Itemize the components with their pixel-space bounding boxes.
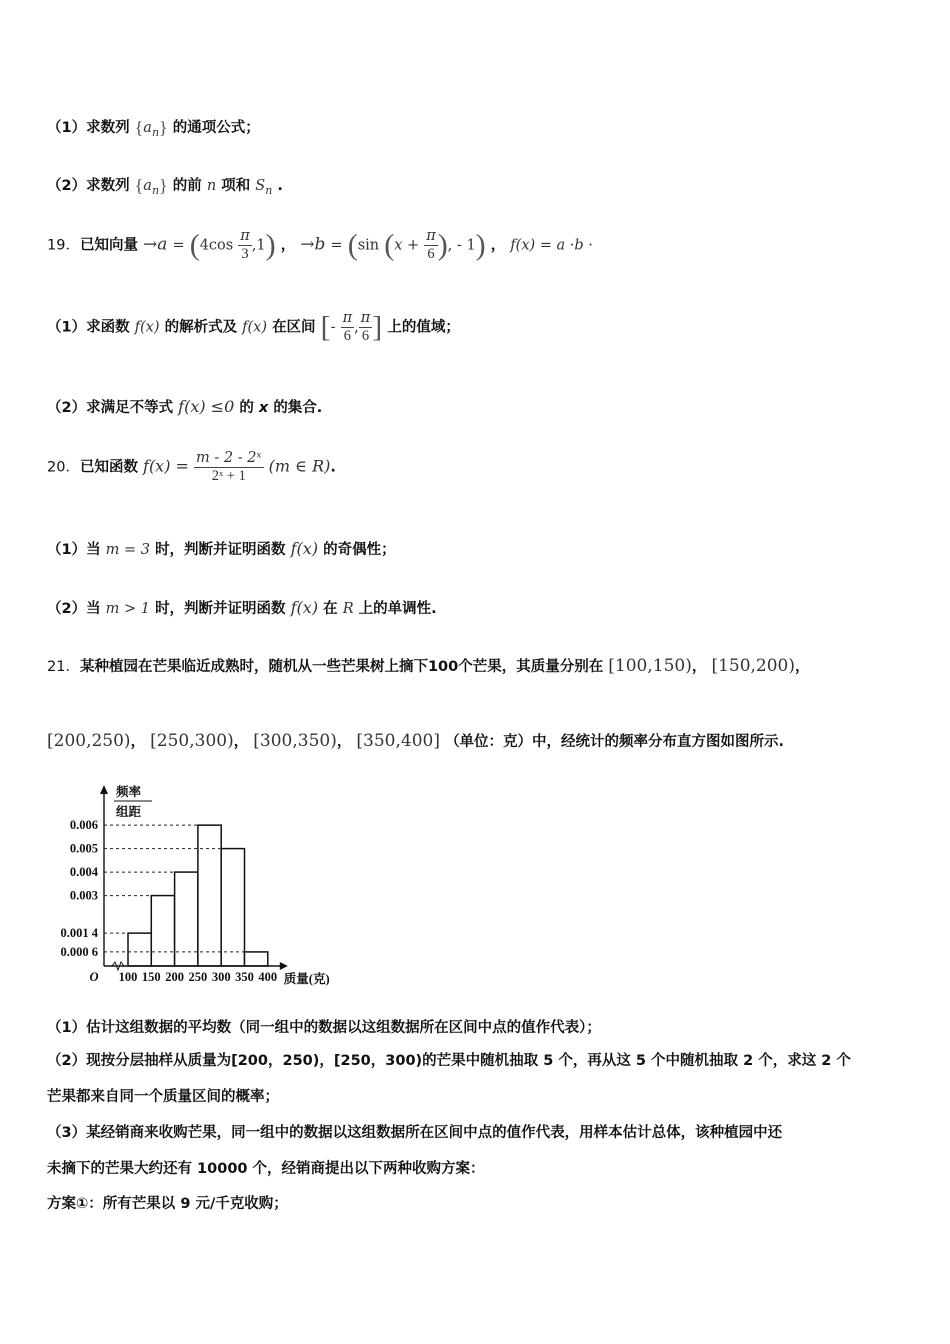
q18-part2: （2）求数列 $\{a_n\}$ 的前 n 项和 $S_n$ .: [47, 175, 283, 197]
math-n: n: [206, 178, 217, 194]
y-axis-label-bottom: 组距: [116, 805, 142, 819]
y-tick-label: 0.004: [69, 865, 98, 880]
y-tick-label: 0.000 6: [60, 944, 98, 959]
q21-plan1: 方案①：所有芒果以 9 元/千克收购；: [47, 1196, 288, 1212]
origin-label: O: [89, 970, 99, 984]
q21-stem: 21．某种植园在芒果临近成熟时，随机从一些芒果树上摘下100个芒果，其质量分别在 [100,150)， [150,200)，: [47, 656, 810, 676]
q21-part2-line2: 芒果都来自同一个质量区间的概率；: [47, 1089, 279, 1105]
y-tick-label: 0.001 4: [60, 926, 98, 941]
x-tick-label: 150: [141, 970, 161, 984]
y-axis-label-top: 频率: [116, 785, 142, 799]
x-tick-label: 400: [258, 970, 278, 984]
q21-stem-cont: [200,250)， [250,300)， [300,350)， [350,400] （单位：克）中，经统计的频率分布直方图如图所示.: [47, 731, 785, 751]
x-tick-label: 300: [211, 970, 231, 984]
q19-part1: （1）求函数 f(x) 的解析式及 f(x) 在区间 [- $\frac{\pi}{6}$ , $\frac{\pi}{6}$ ] 上的值域；: [47, 310, 460, 344]
q19-stem: 19．已知向量 →a = (4cos $\frac{\pi}{3}$ ,1) ， →b = (sin (x + $\frac{\pi}{6}$ ), - 1) ， f(x) = a ·b ·: [47, 228, 593, 262]
histogram-bar: [245, 952, 268, 966]
histogram-bar: [128, 933, 151, 966]
x-tick-label: 100: [118, 970, 138, 984]
math-Sn: S: [255, 178, 266, 194]
x-tick-label: 250: [188, 970, 208, 984]
y-tick-label: 0.006: [69, 818, 98, 833]
vector-b: →b: [300, 234, 326, 255]
q21-part3-line1: （3）某经销商来收购芒果，同一组中的数据以这组数据所在区间中点的值作代表，用样本估计总体，该种植园中还: [47, 1125, 783, 1141]
y-axis-arrow: [100, 785, 108, 794]
math-an: a: [143, 120, 152, 136]
histogram-bar: [221, 849, 244, 966]
q21-part3-line2: 未摘下的芒果大约还有 10000 个，经销商提出以下两种收购方案：: [47, 1161, 485, 1177]
x-tick-label: 200: [165, 970, 184, 984]
q19-part2: （2）求满足不等式 f(x) ≤0 的 x 的集合.: [47, 397, 323, 416]
y-tick-label: 0.003: [69, 888, 98, 903]
y-tick-label: 0.005: [69, 841, 98, 856]
q20-part1: （1）当 m = 3 时，判断并证明函数 f(x) 的奇偶性；: [47, 539, 396, 558]
q20-stem: 20．已知函数 f(x) = $\frac{\text{m - 2 - 2ˣ}}{\text{2ˣ + 1}}$ (m ∈ R).: [47, 450, 336, 484]
q18-part1: （1）求数列 $\{a_n\}$ 的通项公式；: [47, 117, 260, 139]
q20-part2: （2）当 m > 1 时，判断并证明函数 f(x) 在 R 上的单调性.: [47, 598, 437, 617]
x-axis-arrow: [280, 962, 288, 970]
vector-a: →a: [143, 234, 168, 255]
q21-part2-line1: （2）现按分层抽样从质量为[200，250)，[250，300)的芒果中随机抽取 5 个，再从这 5 个中随机抽取 2 个，求这 2 个: [47, 1053, 851, 1069]
x-tick-label: 350: [235, 970, 254, 984]
histogram-bar: [151, 896, 174, 966]
histogram-bar: [198, 825, 221, 966]
frequency-histogram: [40, 778, 360, 993]
q21-part1: （1）估计这组数据的平均数（同一组中的数据以这组数据所在区间中点的值作代表）；: [47, 1020, 601, 1036]
x-axis-label: 质量(克): [283, 972, 330, 986]
